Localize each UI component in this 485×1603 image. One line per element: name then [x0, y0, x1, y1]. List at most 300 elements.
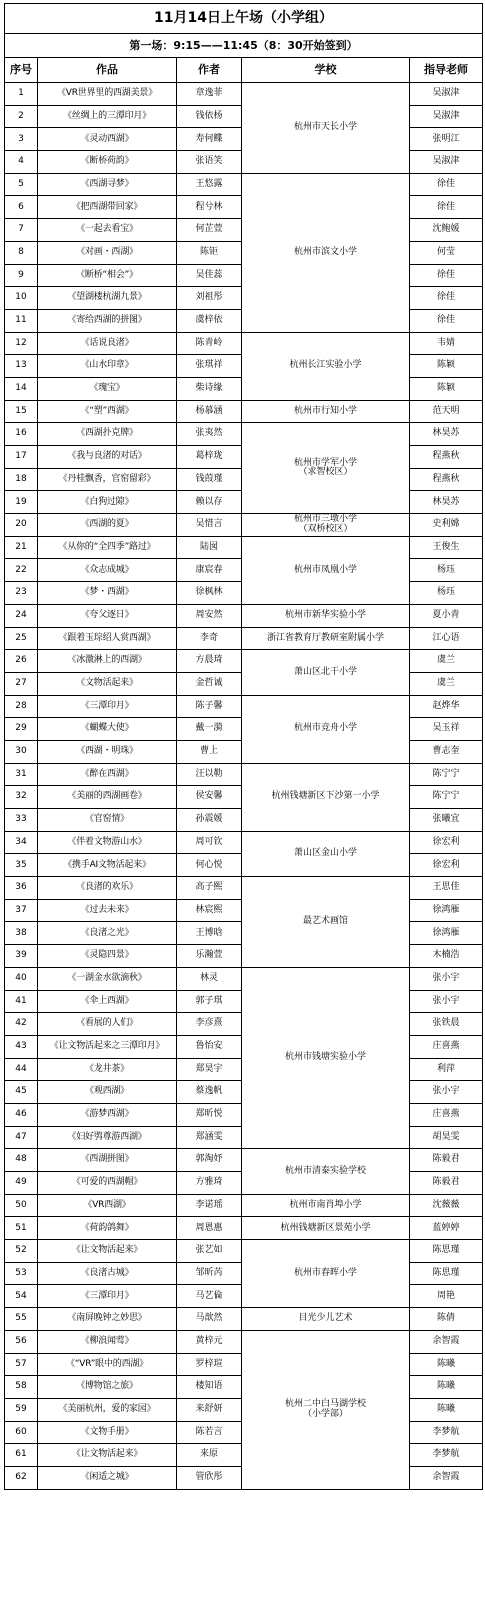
teacher-name: 徐佳: [410, 287, 483, 310]
table-row: [5, 423, 483, 446]
teacher-name: 王俊生: [410, 536, 483, 559]
work-title: 《文物活起来》: [38, 672, 177, 695]
table-row: [5, 1330, 483, 1353]
teacher-name: 赵烨华: [410, 695, 483, 718]
school-name-line: 萧山区金山小学: [293, 848, 357, 859]
work-title: 《冰激淋上的西湖》: [38, 650, 177, 673]
teacher-name: 曹志奎: [410, 740, 483, 763]
table-row: [5, 627, 483, 650]
teacher-name: 陈曦: [410, 1353, 483, 1376]
table-row: [5, 831, 483, 854]
author-name: 钱葭瑾: [177, 468, 242, 491]
work-title: 《良渚的欢乐》: [38, 877, 177, 900]
school-name-line: 萧山区北干小学: [293, 666, 357, 677]
school-name-line: 杭州市凤凰小学: [293, 564, 357, 575]
school-name-line: 目光少儿艺术: [298, 1313, 353, 1324]
teacher-name: 庄喜燕: [410, 1103, 483, 1126]
teacher-name: 胡昊雯: [410, 1126, 483, 1149]
work-title: 《对画・西湖》: [38, 241, 177, 264]
session-row: [5, 34, 483, 58]
author-name: 乐瀚萱: [177, 945, 242, 968]
school-name: [242, 173, 410, 332]
work-title: 《众志成城》: [38, 559, 177, 582]
row-number: 59: [5, 1398, 38, 1421]
author-name: 汪以勒: [177, 763, 242, 786]
school-name-line: 杭州市滨文小学: [293, 246, 357, 257]
work-title: 《三潭印月》: [38, 1285, 177, 1308]
author-name: 金哲诚: [177, 672, 242, 695]
row-number: 56: [5, 1330, 38, 1353]
author-name: 李奇: [177, 627, 242, 650]
work-title: 《把西湖带回家》: [38, 196, 177, 219]
page-title: 11月14日上午场（小学组）: [5, 4, 483, 34]
row-number: 45: [5, 1081, 38, 1104]
row-number: 33: [5, 809, 38, 832]
author-name: 葛梓珑: [177, 446, 242, 469]
work-title: 《可爱的西湖帽》: [38, 1172, 177, 1195]
row-number: 1: [5, 83, 38, 106]
row-number: 34: [5, 831, 38, 854]
work-title: 《让文物活起来之三潭印月》: [38, 1035, 177, 1058]
teacher-name: 程燕秋: [410, 468, 483, 491]
author-name: 杨慕涵: [177, 400, 242, 423]
header-author: 作者: [177, 58, 242, 83]
teacher-name: 庄喜燕: [410, 1035, 483, 1058]
author-name: 张夷然: [177, 423, 242, 446]
work-title: 《丹桂飘香，官窑留彩》: [38, 468, 177, 491]
work-title: 《西湖・明珠》: [38, 740, 177, 763]
author-name: 侯安馨: [177, 786, 242, 809]
table-row: [5, 1149, 483, 1172]
teacher-name: 虞兰: [410, 650, 483, 673]
teacher-name: 吴淑津: [410, 151, 483, 174]
school-name: [242, 831, 410, 876]
row-number: 17: [5, 446, 38, 469]
table-row: [5, 1217, 483, 1240]
table-row: [5, 967, 483, 990]
author-name: 吴惜言: [177, 514, 242, 537]
work-title: 《游梦西湖》: [38, 1103, 177, 1126]
author-name: 郭淘妤: [177, 1149, 242, 1172]
row-number: 7: [5, 219, 38, 242]
teacher-name: 杨珏: [410, 582, 483, 605]
author-name: 陈若言: [177, 1421, 242, 1444]
work-title: 《文物手册》: [38, 1421, 177, 1444]
work-title: 《夸父逐日》: [38, 604, 177, 627]
row-number: 62: [5, 1466, 38, 1489]
row-number: 53: [5, 1262, 38, 1285]
teacher-name: 蓝婷婷: [410, 1217, 483, 1240]
work-title: 《闲适之城》: [38, 1466, 177, 1489]
work-title: 《伞上西湖》: [38, 990, 177, 1013]
author-name: 马歆然: [177, 1308, 242, 1331]
school-name-line: 杭州市清泰实验学校: [284, 1165, 366, 1176]
teacher-name: 张小宇: [410, 1081, 483, 1104]
author-name: 康宸春: [177, 559, 242, 582]
work-title: 《西湖寻梦》: [38, 173, 177, 196]
work-title: 《“塑”西湖》: [38, 400, 177, 423]
work-title: 《西湖拼图》: [38, 1149, 177, 1172]
teacher-name: 范天明: [410, 400, 483, 423]
row-number: 22: [5, 559, 38, 582]
table-row: [5, 763, 483, 786]
author-name: 来原: [177, 1444, 242, 1467]
row-number: 42: [5, 1013, 38, 1036]
row-number: 24: [5, 604, 38, 627]
row-number: 58: [5, 1376, 38, 1399]
school-name: [242, 604, 410, 627]
school-name-line: 杭州市南肖埠小学: [289, 1199, 362, 1210]
row-number: 46: [5, 1103, 38, 1126]
school-name-line: 杭州市三墩小学: [293, 514, 357, 525]
teacher-name: 杨珏: [410, 559, 483, 582]
row-number: 20: [5, 514, 38, 537]
row-number: 6: [5, 196, 38, 219]
school-name: [242, 1308, 410, 1331]
school-name-line: （小学部）: [302, 1408, 348, 1419]
author-name: 方雅琦: [177, 1172, 242, 1195]
author-name: 吴佳蕊: [177, 264, 242, 287]
work-title: 《梦・西湖》: [38, 582, 177, 605]
row-number: 21: [5, 536, 38, 559]
table-row: [5, 695, 483, 718]
schedule-sheet: [4, 3, 482, 1597]
row-number: 40: [5, 967, 38, 990]
teacher-name: 徐宏利: [410, 854, 483, 877]
row-number: 27: [5, 672, 38, 695]
school-name-line: 杭州市天长小学: [293, 122, 357, 133]
work-title: 《妇好鸮尊游西湖》: [38, 1126, 177, 1149]
table-row: [5, 1240, 483, 1263]
title-row: [5, 4, 483, 34]
teacher-name: 沈薇薇: [410, 1194, 483, 1217]
table-row: [5, 604, 483, 627]
teacher-name: 李梦航: [410, 1444, 483, 1467]
author-name: 寿何鲽: [177, 128, 242, 151]
table-row: [5, 650, 483, 673]
author-name: 方晨琦: [177, 650, 242, 673]
work-title: 《瑰宝》: [38, 377, 177, 400]
author-name: 章逸菲: [177, 83, 242, 106]
teacher-name: 林昊苏: [410, 491, 483, 514]
row-number: 50: [5, 1194, 38, 1217]
school-name-line: （求智校区）: [298, 467, 353, 478]
row-number: 10: [5, 287, 38, 310]
author-name: 李诺瑶: [177, 1194, 242, 1217]
school-name: [242, 1149, 410, 1194]
author-name: 郑涵雯: [177, 1126, 242, 1149]
author-name: 郭子琪: [177, 990, 242, 1013]
header-teacher: 指导老师: [410, 58, 483, 83]
row-number: 61: [5, 1444, 38, 1467]
row-number: 28: [5, 695, 38, 718]
school-name: [242, 650, 410, 695]
school-name: [242, 400, 410, 423]
work-title: 《让文物活起来》: [38, 1444, 177, 1467]
teacher-name: 木楠浩: [410, 945, 483, 968]
teacher-name: 利萍: [410, 1058, 483, 1081]
author-name: 陈青岭: [177, 332, 242, 355]
row-number: 15: [5, 400, 38, 423]
work-title: 《一起去看宝》: [38, 219, 177, 242]
school-name: [242, 423, 410, 514]
work-title: 《龙井茶》: [38, 1058, 177, 1081]
table-row: [5, 877, 483, 900]
row-number: 55: [5, 1308, 38, 1331]
row-number: 41: [5, 990, 38, 1013]
work-title: 《断桥荷韵》: [38, 151, 177, 174]
school-name-line: 杭州市学军小学: [293, 457, 357, 468]
teacher-name: 张铁晨: [410, 1013, 483, 1036]
teacher-name: 陈宁宁: [410, 763, 483, 786]
work-title: 《良渚古城》: [38, 1262, 177, 1285]
teacher-name: 陈思瑾: [410, 1240, 483, 1263]
work-title: 《美丽的西湖画卷》: [38, 786, 177, 809]
row-number: 38: [5, 922, 38, 945]
school-name-line: 浙江省教育厅教研室附属小学: [266, 632, 384, 643]
work-title: 《观西湖》: [38, 1081, 177, 1104]
author-name: 陈子馨: [177, 695, 242, 718]
work-title: 《美丽杭州，爱的家园》: [38, 1398, 177, 1421]
teacher-name: 韦婧: [410, 332, 483, 355]
teacher-name: 江心语: [410, 627, 483, 650]
header-row: [5, 58, 483, 83]
teacher-name: 吴淑津: [410, 83, 483, 106]
row-number: 51: [5, 1217, 38, 1240]
row-number: 43: [5, 1035, 38, 1058]
author-name: 曹上: [177, 740, 242, 763]
row-number: 31: [5, 763, 38, 786]
table-row: [5, 536, 483, 559]
author-name: 来舒妍: [177, 1398, 242, 1421]
row-number: 35: [5, 854, 38, 877]
row-number: 52: [5, 1240, 38, 1263]
table-row: [5, 1194, 483, 1217]
school-name-line: 最艺术画馆: [302, 916, 348, 927]
author-name: 周恩惠: [177, 1217, 242, 1240]
author-name: 何芷萱: [177, 219, 242, 242]
row-number: 4: [5, 151, 38, 174]
work-title: 《丝绸上的三潭印月》: [38, 105, 177, 128]
table-row: [5, 332, 483, 355]
work-title: 《南屏晚钟之妙思》: [38, 1308, 177, 1331]
work-title: 《望湖楼杭湖九景》: [38, 287, 177, 310]
teacher-name: 余智霞: [410, 1466, 483, 1489]
school-name: [242, 763, 410, 831]
table-row: [5, 400, 483, 423]
row-number: 13: [5, 355, 38, 378]
teacher-name: 徐佳: [410, 173, 483, 196]
row-number: 18: [5, 468, 38, 491]
work-title: 《蝴蝶大使》: [38, 718, 177, 741]
row-number: 60: [5, 1421, 38, 1444]
row-number: 32: [5, 786, 38, 809]
teacher-name: 陈倩: [410, 1308, 483, 1331]
teacher-name: 何莹: [410, 241, 483, 264]
teacher-name: 徐鸿雁: [410, 922, 483, 945]
row-number: 37: [5, 899, 38, 922]
row-number: 29: [5, 718, 38, 741]
author-name: 程兮林: [177, 196, 242, 219]
teacher-name: 李梦航: [410, 1421, 483, 1444]
row-number: 23: [5, 582, 38, 605]
work-title: 《话说良渚》: [38, 332, 177, 355]
school-name: [242, 1330, 410, 1489]
teacher-name: 王思佳: [410, 877, 483, 900]
work-title: 《VR世界里的西湖美景》: [38, 83, 177, 106]
work-title: 《从你的“全四季”路过》: [38, 536, 177, 559]
author-name: 孙震媛: [177, 809, 242, 832]
teacher-name: 吴淑津: [410, 105, 483, 128]
table-row: [5, 173, 483, 196]
school-name: [242, 1194, 410, 1217]
row-number: 39: [5, 945, 38, 968]
work-title: 《过去未来》: [38, 899, 177, 922]
school-name: [242, 83, 410, 174]
author-name: 张艺如: [177, 1240, 242, 1263]
author-name: 王博晗: [177, 922, 242, 945]
teacher-name: 陈思瑾: [410, 1262, 483, 1285]
school-name: [242, 1240, 410, 1308]
teacher-name: 林昊苏: [410, 423, 483, 446]
row-number: 47: [5, 1126, 38, 1149]
author-name: 黄梓元: [177, 1330, 242, 1353]
work-title: 《VR西湖》: [38, 1194, 177, 1217]
teacher-name: 徐宏利: [410, 831, 483, 854]
school-name: [242, 967, 410, 1149]
work-title: 《灵隐四景》: [38, 945, 177, 968]
teacher-name: 陈颖: [410, 355, 483, 378]
work-title: 《博物馆之旅》: [38, 1376, 177, 1399]
school-name-line: 杭州市钱塘实验小学: [284, 1052, 366, 1063]
header-no: 序号: [5, 58, 38, 83]
work-title: 《伴着文物游山水》: [38, 831, 177, 854]
row-number: 12: [5, 332, 38, 355]
work-title: 《一湖金水欲滴秋》: [38, 967, 177, 990]
school-name: [242, 332, 410, 400]
teacher-name: 吴玉祥: [410, 718, 483, 741]
teacher-name: 陈宁宁: [410, 786, 483, 809]
work-title: 《西湖扑克牌》: [38, 423, 177, 446]
row-number: 44: [5, 1058, 38, 1081]
teacher-name: 张小宇: [410, 967, 483, 990]
row-number: 19: [5, 491, 38, 514]
row-number: 54: [5, 1285, 38, 1308]
school-name-line: 杭州二中白马湖学校: [284, 1399, 366, 1410]
work-title: 《跟着玉琮绍人赏西湖》: [38, 627, 177, 650]
row-number: 3: [5, 128, 38, 151]
author-name: 张语笑: [177, 151, 242, 174]
teacher-name: 沈鲍媛: [410, 219, 483, 242]
author-name: 林宸熙: [177, 899, 242, 922]
row-number: 11: [5, 309, 38, 332]
author-name: 虞梓依: [177, 309, 242, 332]
table-row: [5, 83, 483, 106]
author-name: 管欣彤: [177, 1466, 242, 1489]
work-title: 《寄给西湖的拼图》: [38, 309, 177, 332]
teacher-name: 史利嫦: [410, 514, 483, 537]
author-name: 陈钜: [177, 241, 242, 264]
teacher-name: 徐佳: [410, 196, 483, 219]
teacher-name: 徐佳: [410, 264, 483, 287]
school-name: [242, 627, 410, 650]
session-time: 第一场：9:15——11:45（8：30开始签到）: [5, 34, 483, 58]
work-title: 《良渚之光》: [38, 922, 177, 945]
teacher-name: 程燕秋: [410, 446, 483, 469]
author-name: 郑昊宇: [177, 1058, 242, 1081]
author-name: 柴诗缘: [177, 377, 242, 400]
schedule-table: [4, 3, 483, 1490]
school-name-line: 杭州市新华实验小学: [284, 609, 366, 620]
row-number: 48: [5, 1149, 38, 1172]
row-number: 9: [5, 264, 38, 287]
school-name: [242, 1217, 410, 1240]
author-name: 鲁怡安: [177, 1035, 242, 1058]
author-name: 钱依杨: [177, 105, 242, 128]
school-name: [242, 514, 410, 537]
school-name: [242, 536, 410, 604]
school-name-line: 杭州市行知小学: [293, 405, 357, 416]
work-title: 《携手AI文物活起来》: [38, 854, 177, 877]
work-title: 《荷韵鸽舞》: [38, 1217, 177, 1240]
school-name: [242, 695, 410, 763]
author-name: 赖以存: [177, 491, 242, 514]
teacher-name: 陈毅君: [410, 1172, 483, 1195]
work-title: 《醉在西湖》: [38, 763, 177, 786]
school-name-line: （双桥校区）: [298, 523, 353, 534]
teacher-name: 虞兰: [410, 672, 483, 695]
row-number: 16: [5, 423, 38, 446]
author-name: 李彦熹: [177, 1013, 242, 1036]
teacher-name: 陈毅君: [410, 1149, 483, 1172]
row-number: 49: [5, 1172, 38, 1195]
work-title: 《官窑情》: [38, 809, 177, 832]
work-title: 《看展的人们》: [38, 1013, 177, 1036]
teacher-name: 陈曦: [410, 1398, 483, 1421]
school-name: [242, 877, 410, 968]
row-number: 14: [5, 377, 38, 400]
author-name: 高子熙: [177, 877, 242, 900]
teacher-name: 陈曦: [410, 1376, 483, 1399]
work-title: 《白狗过隙》: [38, 491, 177, 514]
school-name-line: 杭州钱塘新区下沙第一小学: [271, 791, 380, 802]
header-work: 作品: [38, 58, 177, 83]
work-title: 《西湖的夏》: [38, 514, 177, 537]
teacher-name: 张明江: [410, 128, 483, 151]
author-name: 周可钦: [177, 831, 242, 854]
row-number: 25: [5, 627, 38, 650]
work-title: 《柳浪闻莺》: [38, 1330, 177, 1353]
author-name: 周安然: [177, 604, 242, 627]
author-name: 刘祖彤: [177, 287, 242, 310]
work-title: 《三潭印月》: [38, 695, 177, 718]
author-name: 马艺倫: [177, 1285, 242, 1308]
row-number: 36: [5, 877, 38, 900]
school-name-line: 杭州钱塘新区景苑小学: [280, 1222, 371, 1233]
author-name: 罗梓瑄: [177, 1353, 242, 1376]
author-name: 王悠露: [177, 173, 242, 196]
author-name: 郑昕悦: [177, 1103, 242, 1126]
teacher-name: 夏小青: [410, 604, 483, 627]
author-name: 张琪祥: [177, 355, 242, 378]
teacher-name: 陈颖: [410, 377, 483, 400]
row-number: 8: [5, 241, 38, 264]
author-name: 蔡逸帆: [177, 1081, 242, 1104]
work-title: 《“VR”眼中的西湖》: [38, 1353, 177, 1376]
work-title: 《山水印章》: [38, 355, 177, 378]
work-title: 《断桥“相会”》: [38, 264, 177, 287]
work-title: 《灵动西湖》: [38, 128, 177, 151]
